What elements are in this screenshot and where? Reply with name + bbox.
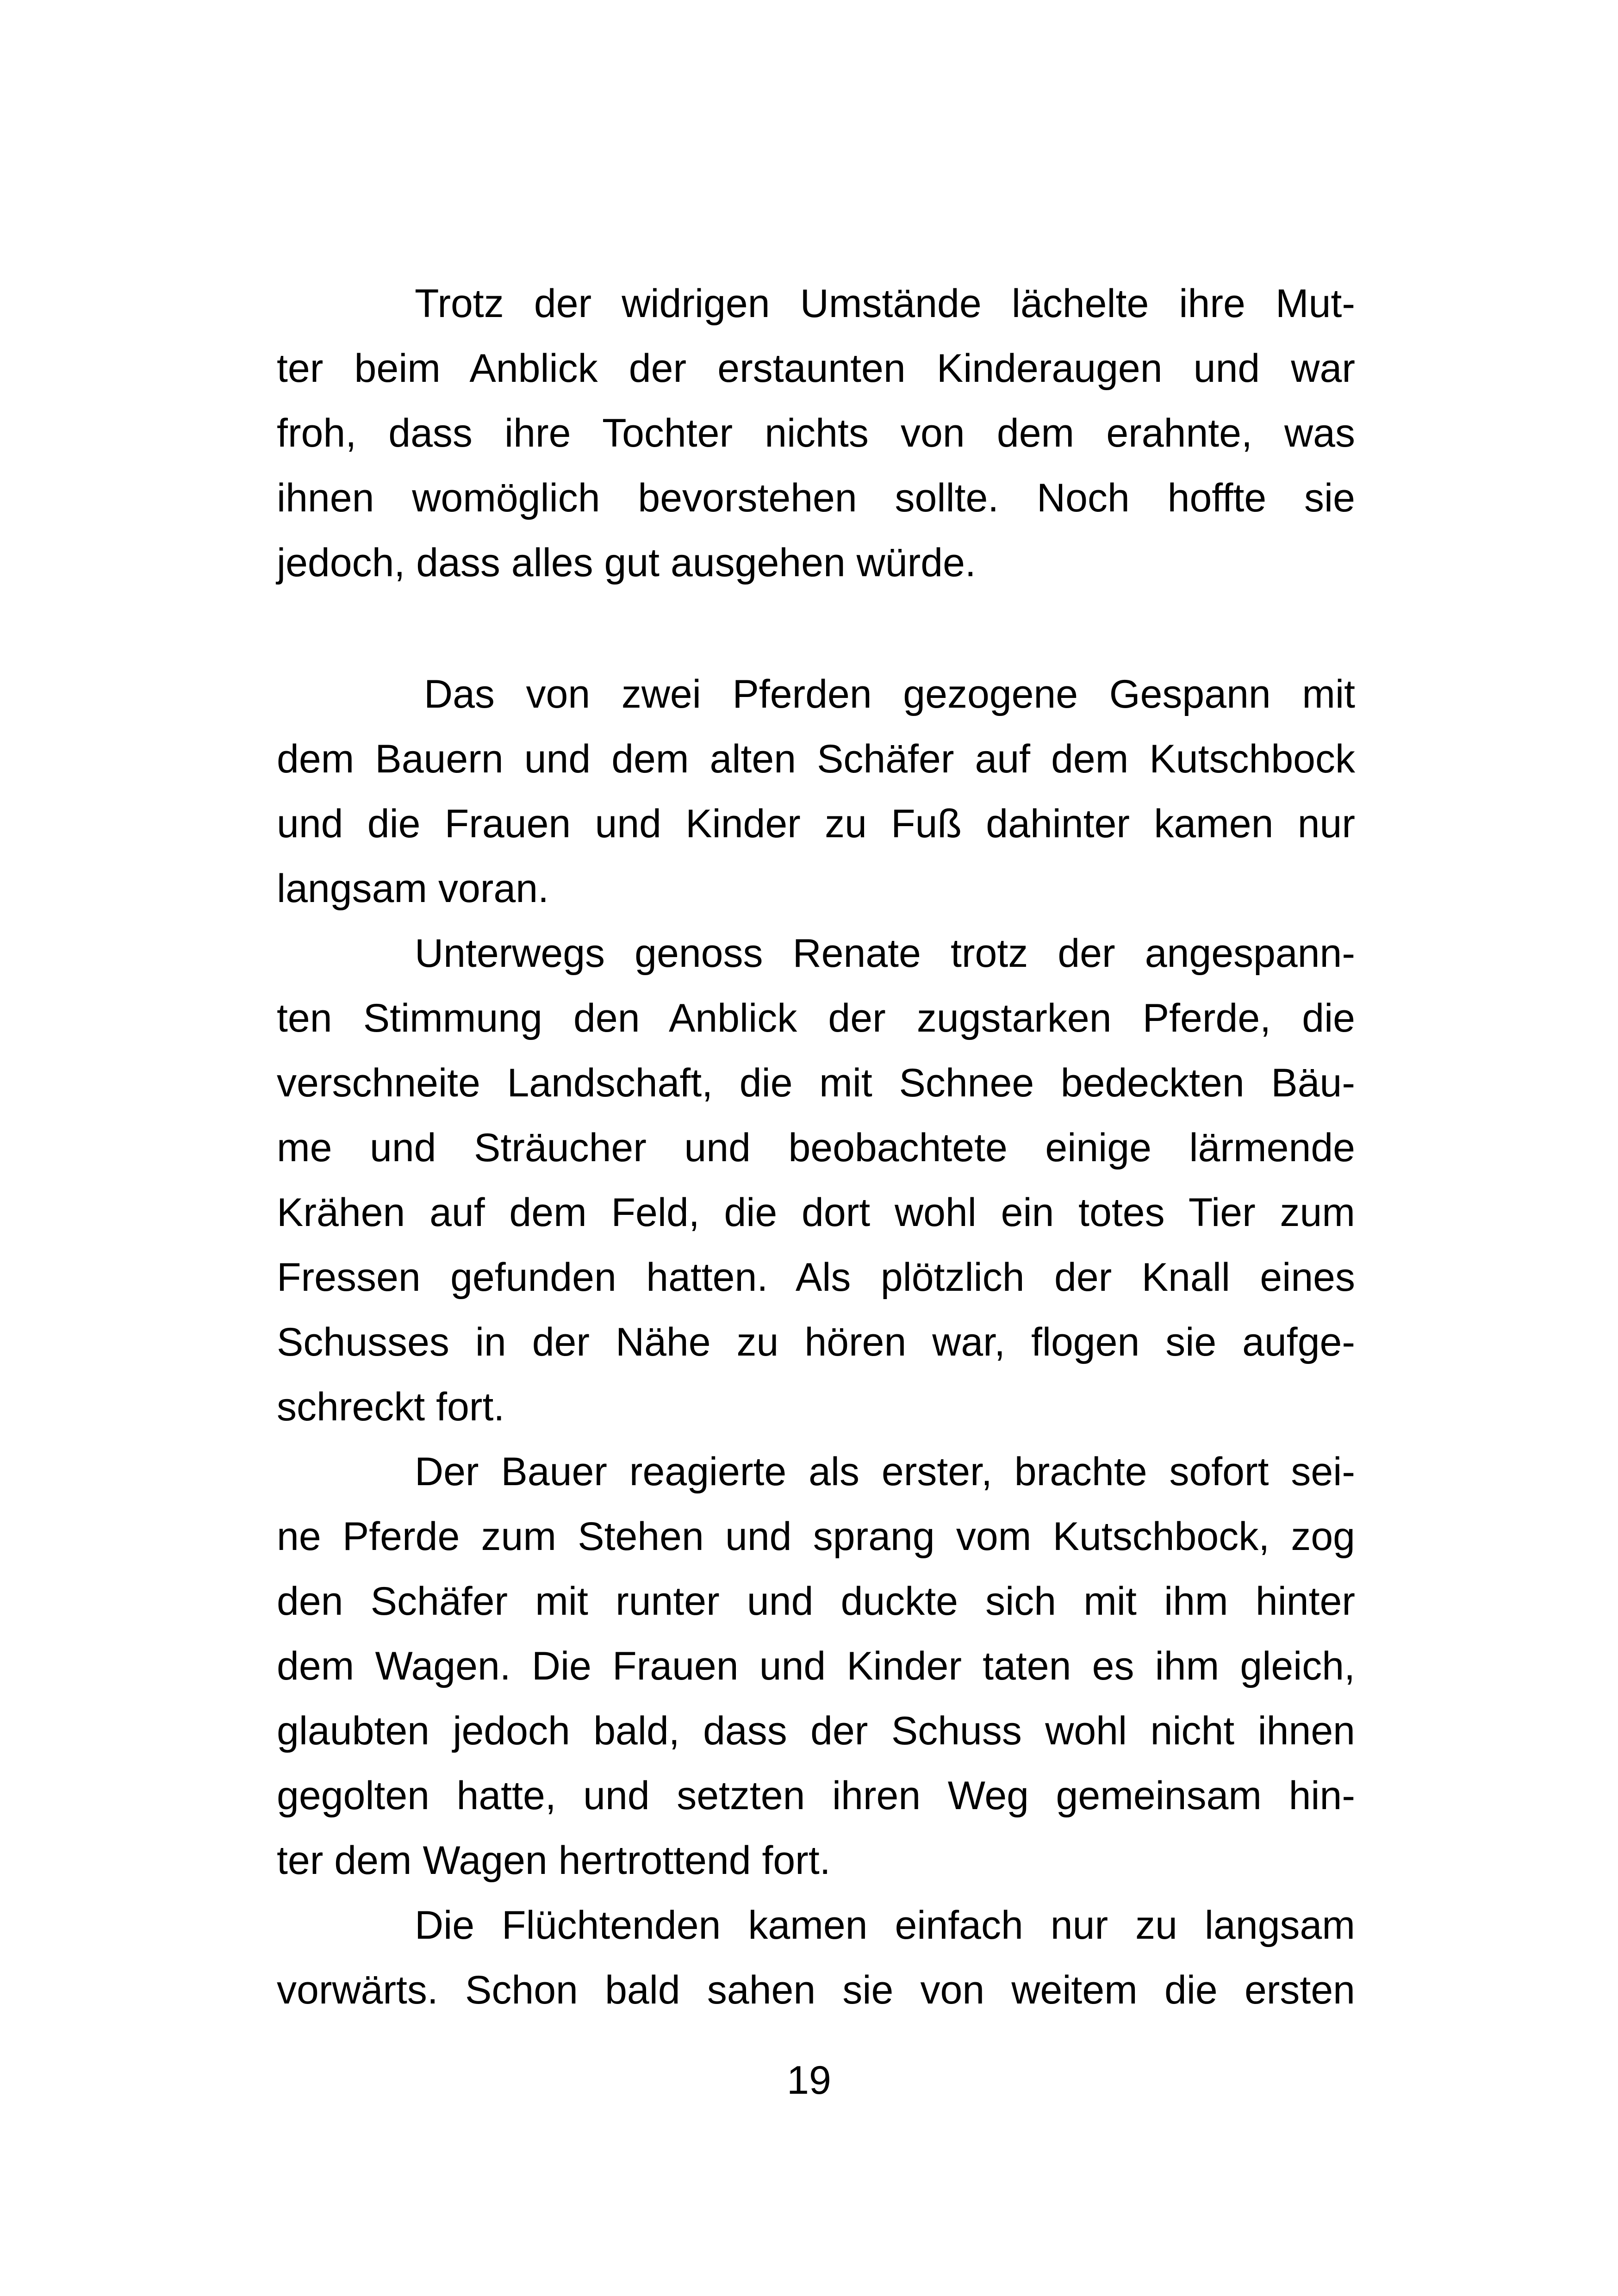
paragraph-line: ne Pferde zum Stehen und sprang vom Kutschbock, zog	[277, 1514, 1355, 1559]
paragraph-1	[277, 271, 1355, 595]
paragraph-line: Trotz der widrigen Umstände lächelte ihre Mut-	[415, 281, 1355, 326]
paragraph-line: glaubten jedoch bald, dass der Schuss wohl nicht ihnen	[277, 1709, 1355, 1753]
paragraph-line: dem Wagen. Die Frauen und Kinder taten es ihm gleich,	[277, 1644, 1355, 1688]
paragraph-line: vorwärts. Schon bald sahen sie von weitem die ersten	[277, 1968, 1355, 2012]
paragraph-line: dem Bauern und dem alten Schäfer auf dem Kutschbock	[277, 737, 1355, 781]
paragraph-line: ten Stimmung den Anblick der zugstarken Pferde, die	[277, 996, 1355, 1040]
paragraph-line: verschneite Landschaft, die mit Schnee bedeckten Bäu-	[277, 1061, 1355, 1105]
page-number: 19	[787, 2058, 831, 2103]
paragraph-line: Der Bauer reagierte als erster, brachte sofort sei-	[415, 1450, 1355, 1494]
paragraph-line: ihnen womöglich bevorstehen sollte. Noch hoffte sie	[277, 476, 1355, 520]
paragraph-line: Die Flüchtenden kamen einfach nur zu langsam	[415, 1903, 1355, 1948]
paragraph-line: Unterwegs genoss Renate trotz der angespann-	[415, 931, 1355, 976]
paragraph-line: Schusses in der Nähe zu hören war, flogen sie aufge-	[277, 1320, 1355, 1364]
paragraph-line: ter dem Wagen hertrottend fort.	[277, 1838, 831, 1883]
paragraph-2	[277, 662, 1355, 921]
paragraph-line: jedoch, dass alles gut ausgehen würde.	[277, 541, 976, 585]
paragraph-line: den Schäfer mit runter und duckte sich mit ihm hinter	[277, 1579, 1355, 1624]
paragraph-5	[277, 1893, 1355, 2022]
paragraph-line: langsam voran.	[277, 866, 549, 911]
paragraph-line: Fressen gefunden hatten. Als plötzlich der Knall eines	[277, 1255, 1355, 1300]
paragraph-line: gegolten hatte, und setzten ihren Weg gemeinsam hin-	[277, 1773, 1355, 1818]
paragraph-4	[277, 1439, 1355, 1893]
paragraph-line: froh, dass ihre Tochter nichts von dem erahnte, was	[277, 411, 1355, 455]
paragraph-line: me und Sträucher und beobachtete einige lärmende	[277, 1126, 1355, 1170]
paragraph-line: und die Frauen und Kinder zu Fuß dahinter kamen nur	[277, 802, 1355, 846]
paragraph-3	[277, 921, 1355, 1439]
paragraph-line: ter beim Anblick der erstaunten Kinderaugen und war	[277, 346, 1355, 391]
paragraph-line: schreckt fort.	[277, 1385, 505, 1429]
paragraph-line: Krähen auf dem Feld, die dort wohl ein totes Tier zum	[277, 1190, 1355, 1235]
paragraph-line: Das von zwei Pferden gezogene Gespann mit	[424, 672, 1355, 716]
